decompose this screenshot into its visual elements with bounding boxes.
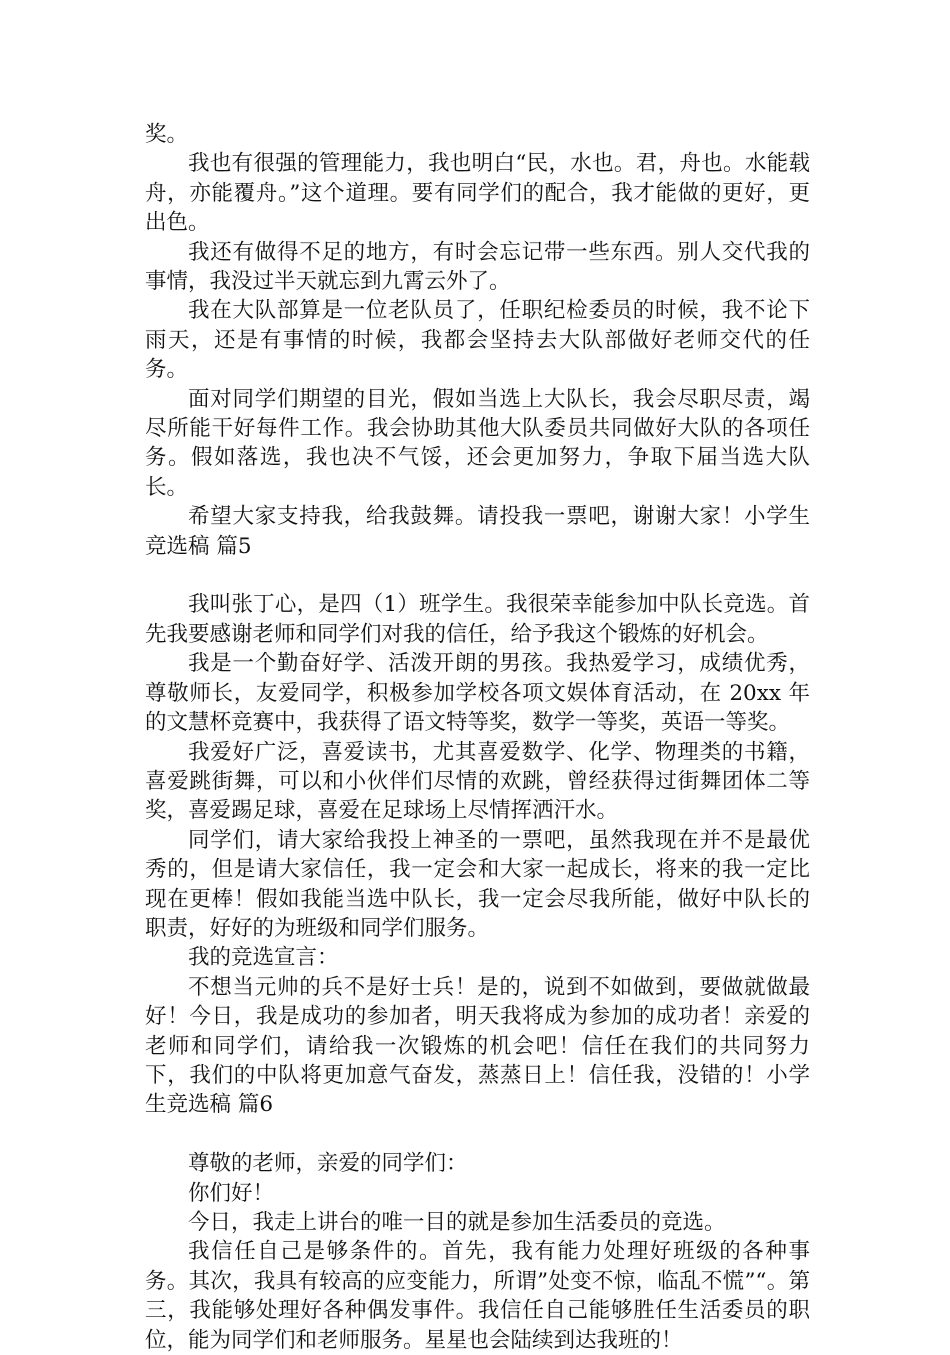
paragraph-declaration-with-title [145,973,810,1120]
paragraph-appeal: 同学们，请大家给我投上神圣的一票吧，虽然我现在并不是最优秀的，但是请大家信任，我一定会和大家一起成长，将来的我一定比现在更棒！假如我能当选中队长，我一定会尽我所能，做好中队长的职责，好好的为班级和同学们服务。 [145,827,810,941]
paragraph-self-description: 我是一个勤奋好学、活泼开朗的男孩。我热爱学习，成绩优秀，尊敬师长，友爱同学，积极参加学校各项文娱体育活动，在 20xx 年的文慧杯竞赛中，我获得了语文特等奖，数学一等奖，英语一等奖。 [145,651,810,736]
document-page [145,120,810,1355]
paragraph-promise: 面对同学们期望的目光，假如当选上大队长，我会尽职尽责，竭尽所能干好每件工作。我会协助其他大队委员共同做好大队的各项任务。假如落选，我也决不气馁，还会更加努力，争取下届当选大队长。 [145,386,810,500]
declaration-text: 不想当元帅的兵不是好士兵！是的，说到不如做到，要做就做最好！今日，我是成功的参加者，明天我将成为参加的成功者！亲爱的老师和同学们，请给我一次锻炼的机会吧！信任在我们的共同努力下，我们的中队将更加意气奋发，蒸蒸日上！信任我，没错的！ [145,974,810,1088]
paragraph-management: 我也有很强的管理能力，我也明白“民，水也。君，舟也。水能载舟，亦能覆舟。”这个道理。要有同学们的配合，我才能做的更好，更出色。 [145,151,810,236]
paragraph-greeting: 尊敬的老师，亲爱的同学们： [188,1151,468,1177]
paragraph-shortcomings: 我还有做得不足的地方，有时会忘记带一些东西。别人交代我的事情，我没过半天就忘到九霄云外了。 [145,239,810,295]
blank-line [145,561,810,590]
paragraph-fragment: 奖。 [145,122,189,147]
section-title-5: 小学生竞选稿 篇5 [145,504,810,559]
paragraph-intro: 我叫张丁心，是四（1）班学生。我很荣幸能参加中队长竞选。首先我要感谢老师和同学们对我的信任，给予我这个锻炼的好机会。 [145,592,810,647]
paragraph-closing-with-title [145,502,810,561]
blank-line [145,1120,810,1149]
paragraph-purpose: 今日，我走上讲台的唯一目的就是参加生活委员的竞选。 [188,1210,726,1235]
section-title-6: 小学生竞选稿 篇6 [145,1062,810,1118]
closing-text: 希望大家支持我，给我鼓舞。请投我一票吧，谢谢大家！ [188,504,744,530]
paragraph-hobbies: 我爱好广泛，喜爱读书，尤其喜爱数学、化学、物理类的书籍，喜爱跳街舞，可以和小伙伴们尽情的欢跳，曾经获得过街舞团体二等奖，喜爱踢足球，喜爱在足球场上尽情挥洒汗水。 [145,739,810,824]
paragraph-declaration-heading: 我的竞选宣言： [188,945,339,971]
paragraph-qualifications: 我信任自己是够条件的。首先，我有能力处理好班级的各种事务。其次，我具有较高的应变能力，所谓”处变不惊，临乱不慌”“。第三，我能够处理好各种偶发事件。我信任自己能够胜任生活委员的职位，能为同学们和老师服务。星星也会陆续到达我班的！ [145,1239,810,1353]
paragraph-hello: 你们好！ [188,1180,275,1206]
paragraph-experience: 我在大队部算是一位老队员了，任职纪检委员的时候，我不论下雨天，还是有事情的时候，我都会坚持去大队部做好老师交代的任务。 [145,298,810,383]
